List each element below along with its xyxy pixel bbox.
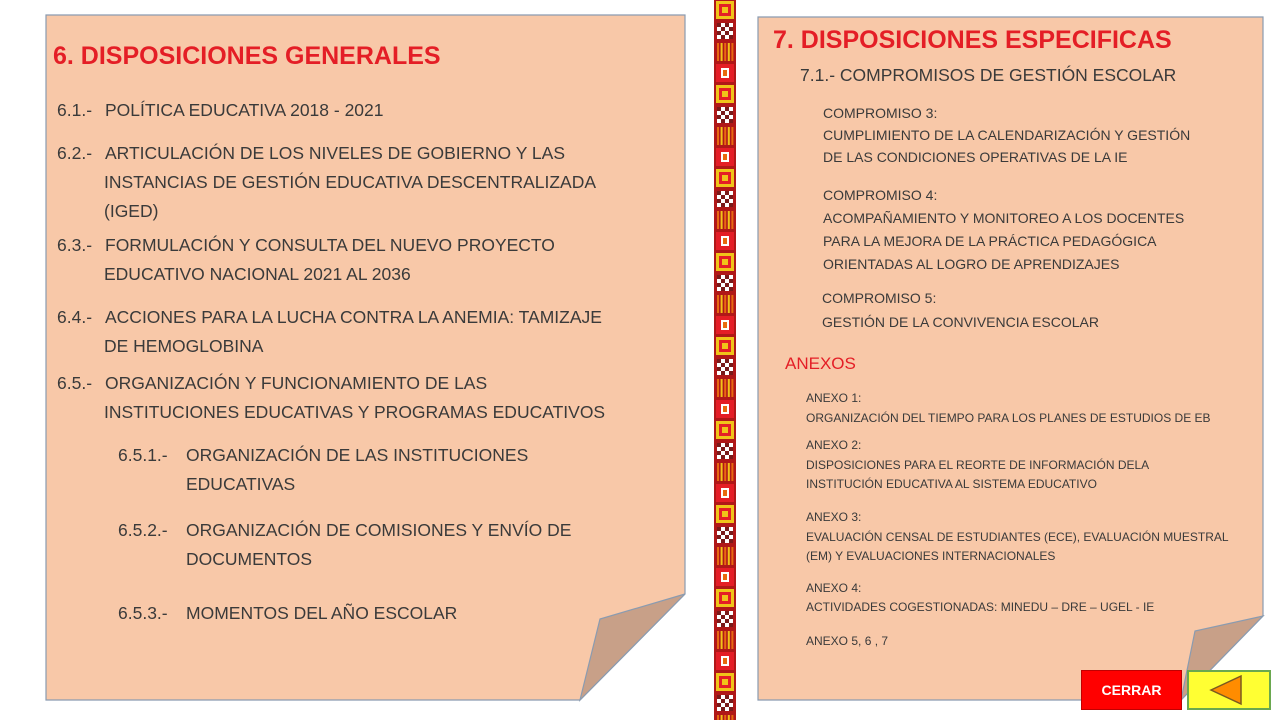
compromiso-4-line3: ORIENTADAS AL LOGRO DE APRENDIZAJES: [823, 256, 1120, 272]
anexo-2-line2: INSTITUCIÓN EDUCATIVA AL SISTEMA EDUCATIVO: [806, 477, 1097, 491]
decorative-pattern-strip: [714, 0, 736, 720]
anexo-5-6-7-label: ANEXO 5, 6 , 7: [806, 634, 889, 648]
subitem-6-5-1-line1: ORGANIZACIÓN DE LAS INSTITUCIONES: [186, 445, 529, 465]
item-6-4-num: 6.4.-: [57, 307, 93, 327]
item-6-1-num: 6.1.-: [57, 100, 93, 120]
item-6-2-line3: (IGED): [104, 201, 159, 221]
close-button[interactable]: CERRAR: [1081, 670, 1182, 710]
subitem-6-5-3-num: 6.5.3.-: [118, 603, 168, 623]
subitem-6-5-2-line1: ORGANIZACIÓN DE COMISIONES Y ENVÍO DE: [186, 520, 572, 540]
subitem-6-5-2-line2: DOCUMENTOS: [186, 549, 313, 569]
back-button[interactable]: [1187, 670, 1271, 710]
compromiso-4-line2: PARA LA MEJORA DE LA PRÁCTICA PEDAGÓGICA: [823, 233, 1157, 249]
anexo-3-line2: (EM) Y EVALUACIONES INTERNACIONALES: [806, 549, 1056, 563]
item-6-3-line2: EDUCATIVO NACIONAL 2021 AL 2036: [104, 264, 411, 284]
item-6-2-num: 6.2.-: [57, 143, 93, 163]
subitem-6-5-1-line2: EDUCATIVAS: [186, 474, 296, 494]
item-6-2-line1: ARTICULACIÓN DE LOS NIVELES DE GOBIERNO Y LAS: [105, 143, 566, 163]
anexo-2-line1: DISPOSICIONES PARA EL REORTE DE INFORMACIÓN DELA: [806, 458, 1150, 472]
item-6-3-num: 6.3.-: [57, 235, 93, 255]
anexo-3-line1: EVALUACIÓN CENSAL DE ESTUDIANTES (ECE), EVALUACIÓN MUESTRAL: [806, 530, 1229, 544]
left-title: 6. DISPOSICIONES GENERALES: [53, 42, 441, 70]
subitem-6-5-1-num: 6.5.1.-: [118, 445, 168, 465]
compromiso-4-label: COMPROMISO 4:: [823, 187, 938, 203]
anexo-3-label: ANEXO 3:: [806, 510, 862, 524]
item-6-2-line2: INSTANCIAS DE GESTIÓN EDUCATIVA DESCENTRALIZADA: [104, 172, 597, 192]
anexos-title: ANEXOS: [785, 354, 856, 373]
compromiso-3-label: COMPROMISO 3:: [823, 105, 938, 121]
item-6-3-line1: FORMULACIÓN Y CONSULTA DEL NUEVO PROYECTO: [105, 235, 555, 255]
anexo-4-label: ANEXO 4:: [806, 581, 862, 595]
item-6-5-num: 6.5.-: [57, 373, 93, 393]
right-title: 7. DISPOSICIONES ESPECIFICAS: [773, 26, 1172, 54]
anexo-4-line1: ACTIVIDADES COGESTIONADAS: MINEDU – DRE – UGEL - IE: [806, 600, 1155, 614]
item-6-4-line1: ACCIONES PARA LA LUCHA CONTRA LA ANEMIA: TAMIZAJE: [105, 307, 602, 327]
compromiso-3-line2: DE LAS CONDICIONES OPERATIVAS DE LA IE: [823, 149, 1128, 165]
anexo-2-label: ANEXO 2:: [806, 438, 862, 452]
compromiso-4-line1: ACOMPAÑAMIENTO Y MONITOREO A LOS DOCENTES: [823, 210, 1185, 226]
anexo-1-line1: ORGANIZACIÓN DEL TIEMPO PARA LOS PLANES DE ESTUDIOS DE EB: [806, 411, 1211, 425]
subitem-6-5-3-line1: MOMENTOS DEL AÑO ESCOLAR: [186, 603, 458, 623]
compromiso-5-label: COMPROMISO 5:: [822, 290, 937, 306]
item-6-5-line2: INSTITUCIONES EDUCATIVAS Y PROGRAMAS EDUCATIVOS: [104, 402, 606, 422]
compromiso-3-line1: CUMPLIMIENTO DE LA CALENDARIZACIÓN Y GESTIÓN: [823, 127, 1191, 143]
subitem-6-5-2-num: 6.5.2.-: [118, 520, 168, 540]
item-6-4-line2: DE HEMOGLOBINA: [104, 336, 264, 356]
compromiso-5-line1: GESTIÓN DE LA CONVIVENCIA ESCOLAR: [822, 314, 1099, 330]
item-6-1-text: POLÍTICA EDUCATIVA 2018 - 2021: [105, 100, 384, 120]
item-6-5-line1: ORGANIZACIÓN Y FUNCIONAMIENTO DE LAS: [105, 373, 488, 393]
right-subtitle: 7.1.- COMPROMISOS DE GESTIÓN ESCOLAR: [800, 65, 1177, 85]
anexo-1-label: ANEXO 1:: [806, 391, 862, 405]
back-arrow-icon: [1189, 672, 1269, 708]
